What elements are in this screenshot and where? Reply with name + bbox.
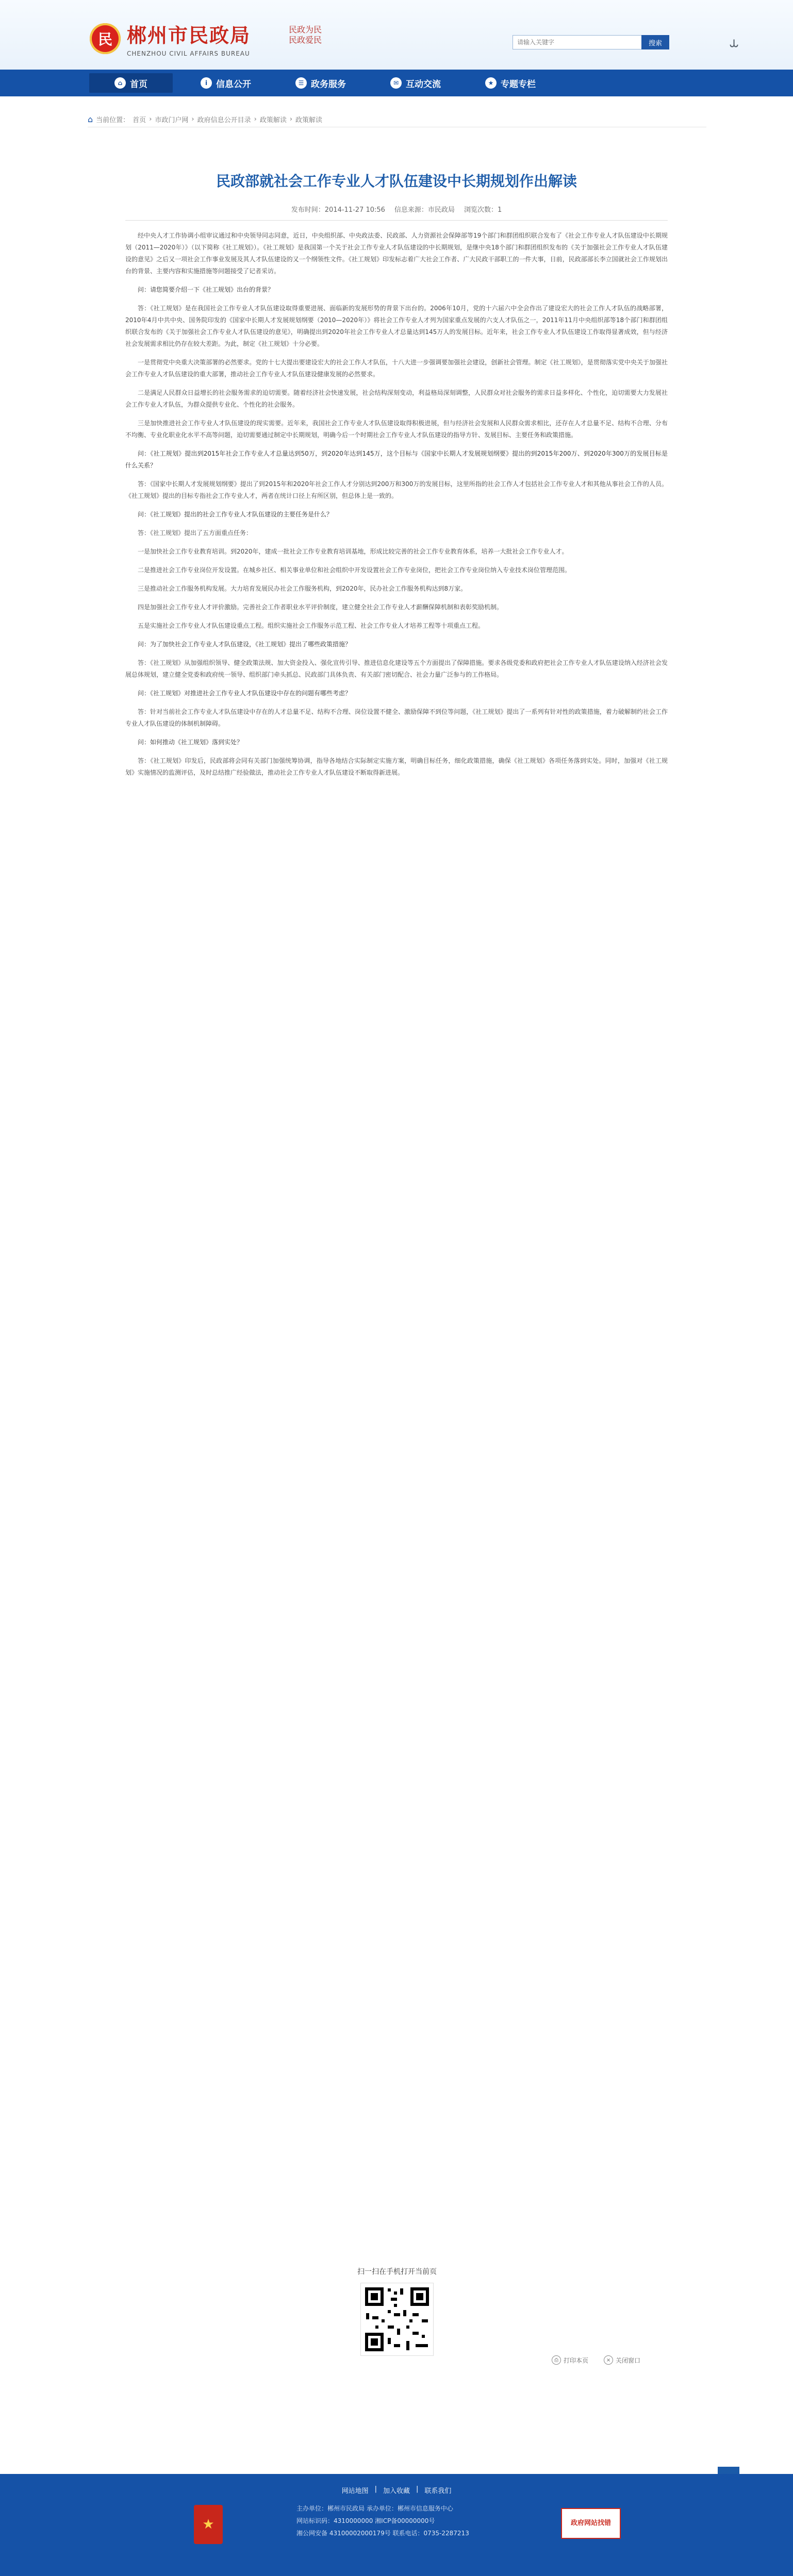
article-paragraph: 一是加快社会工作专业教育培训。到2020年，建成一批社会工作专业教育培训基地，形成比较完善的社会工作专业教育体系，培养一大批社会工作专业人才。 [138, 548, 568, 555]
nav-interaction[interactable]: ✉ 互动交流 [374, 73, 457, 93]
meta-divider [125, 220, 668, 221]
qr-block [351, 2266, 443, 2356]
article-actions [552, 2355, 640, 2365]
footer-info [296, 2502, 469, 2539]
footer-link-contact[interactable]: 联系我们 [424, 2487, 452, 2495]
bureau-emblem-icon: 民 [90, 23, 121, 54]
site-logo[interactable] [90, 20, 251, 57]
breadcrumb-home[interactable]: 首页 [133, 116, 146, 124]
bird-decoration-icon: ⥿ [730, 33, 738, 51]
article-meta [125, 204, 668, 214]
site-search [513, 35, 669, 49]
article-paragraph: 经中央人才工作协调小组审议通过和中央领导同志同意，近日，中央组织部、中央政法委、民政部、人力资源社会保障部等19个部门和群团组织联合发布了《社会工作专业人才队伍建设中长期规划（2011—2020年）》（以下简称《社工规划》）。《社工规划》是我国第一个关于社会工作专业人才队伍建设的中长期规划，是继中央18个部门和群团组织发布的《关于加强社会工作专业人才队伍建设的意见》之后又一项社会工作事业发展及其人才队伍建设的又一个纲领性文件。《社工规划》印发标志着广大社会工作者、广大民政干部职工的一件大事，日前，民政部部长李立国就社会工作规划出台的背景、主要内容和实施措施等问题接受了记者采访。 [125, 232, 668, 275]
site-error-report-button[interactable]: 政府网站找错 [561, 2508, 621, 2539]
article-paragraph: 四是加强社会工作专业人才评价激励。完善社会工作者职业水平评价制度，建立健全社会工作专业人才薪酬保障机制和表彰奖励机制。 [138, 604, 503, 611]
print-icon: ⎙ [552, 2355, 561, 2365]
breadcrumb-current: 政策解读 [295, 116, 323, 124]
qr-title: 扫一扫在手机打开当前页 [357, 2268, 437, 2276]
nav-gov-service[interactable]: ☰ 政务服务 [279, 73, 362, 93]
nav-topics[interactable]: ★ 专题专栏 [469, 73, 552, 93]
breadcrumb-portal[interactable]: 市政门户网 [155, 116, 189, 124]
footer-police: 湘公网安备 43100002000179号 联系电话：0735-2287213 [296, 2530, 469, 2537]
article-paragraph: 答：《社工规划》提出了五方面重点任务： [138, 529, 253, 537]
breadcrumb-catalog[interactable]: 政府信息公开目录 [197, 116, 251, 124]
print-button[interactable]: ⎙ 打印本页 [552, 2355, 588, 2365]
article-paragraph: 二是满足人民群众日益增长的社会服务需求的迫切需要。随着经济社会快速发展，社会结构深刻变动，利益格局深刻调整，人民群众对社会服务的需求日益多样化、个性化，迫切需要大力发展社会工作专业人才队伍，为群众提供专业化、个性化的社会服务。 [125, 389, 668, 408]
close-window-button[interactable]: × 关闭窗口 [604, 2355, 640, 2365]
close-icon: × [604, 2355, 613, 2365]
search-input[interactable] [513, 35, 641, 49]
article-paragraph: 答：《社工规划》印发后，民政部将会同有关部门加强统筹协调，指导各地结合实际制定实施方案，明确目标任务，细化政策措施，确保《社工规划》各项任务落到实处。同时，加强对《社工规划》实施情况的监测评估，及时总结推广经验做法，推动社会工作专业人才队伍建设不断取得新进展。 [125, 757, 668, 776]
article-paragraph: 三是推动社会工作服务机构发展。大力培育发展民办社会工作服务机构，到2020年，民办社会工作服务机构达到8万家。 [138, 585, 467, 592]
footer-links: 网站地图 | 加入收藏 | 联系我们 [341, 2485, 452, 2495]
info-icon: i [201, 77, 212, 89]
topic-icon: ★ [485, 77, 497, 89]
article-title: 民政部就社会工作专业人才队伍建设中长期规划作出解读 [216, 173, 577, 190]
article-paragraph: 答：《国家中长期人才发展规划纲要》提出了到2015年和2020年社会工作人才分别达到200万和300万的发展目标，这里所指的社会工作人才包括社会工作专业人才和其他从事社会工作的人员。《社工规划》提出的目标专指社会工作专业人才，两者在统计口径上有所区别，但总体上是一致的。 [125, 480, 668, 499]
article-paragraph: 五是实施社会工作专业人才队伍建设重点工程。组织实施社会工作服务示范工程、社会工作专业人才培养工程等十项重点工程。 [138, 622, 485, 629]
footer-link-favorite[interactable]: 加入收藏 [383, 2487, 410, 2495]
search-button[interactable]: 搜索 [641, 35, 669, 49]
party-gov-badge-icon[interactable]: ★ [194, 2505, 223, 2544]
article-paragraph: 答：《社工规划》从加强组织领导、健全政策法规、加大资金投入、强化宣传引导、推进信息化建设等五个方面提出了保障措施。要求各级党委和政府把社会工作专业人才队伍建设纳入经济社会发展总体规划，建立健全党委和政府统一领导、组织部门牵头抓总、民政部门具体负责、有关部门密切配合、社会力量广泛参与的工作格局。 [125, 659, 668, 678]
footer-host: 主办单位：郴州市民政局 承办单位：郴州市信息服务中心 [296, 2505, 453, 2512]
publish-time: 发布时间：2014-11-27 10:56 [291, 206, 385, 214]
article-paragraph: 问：请您简要介绍一下《社工规划》出台的背景？ [138, 286, 274, 293]
article-paragraph: 答：《社工规划》是在我国社会工作专业人才队伍建设取得重要进展、面临新的发展形势的背景下出台的。2006年10月，党的十六届六中全会作出了建设宏大的社会工作人才队伍的战略部署，2010年4月中共中央、国务院印发的《国家中长期人才发展规划纲要（2010—2020年）》将社会工作专业人才列为国家重点发展的六支人才队伍之一，2011年11月中央组织部等18个部门和群团组织联合发布的《关于加强社会工作专业人才队伍建设的意见》，明确提出到2020年社会工作专业人才总量达到145万人的发展目标。近年来，社会工作专业人才队伍建设工作取得显著成效，但与经济社会发展需求相比仍存在较大差距。为此，制定《社工规划》十分必要。 [125, 305, 668, 347]
article-paragraph: 问：《社工规划》提出的社会工作专业人才队伍建设的主要任务是什么？ [138, 511, 333, 518]
site-name-en: CHENZHOU CIVIL AFFAIRS BUREAU [127, 50, 250, 57]
chat-icon: ✉ [390, 77, 402, 89]
article-paragraph: 问：《社工规划》提出到2015年社会工作专业人才总量达到50万，到2020年达到145万，这个目标与《国家中长期人才发展规划纲要》提出的到2015年200万、到2020年300万的发展目标是什么关系？ [125, 450, 668, 469]
article-paragraph: 三是加快推进社会工作专业人才队伍建设的现实需要。近年来，我国社会工作专业人才队伍建设取得积极进展，但与经济社会发展和人民群众需求相比，还存在人才总量不足、结构不合理、分布不均衡、专业化职业化水平不高等问题，迫切需要通过制定中长期规划，明确今后一个时期社会工作专业人才队伍建设的指导方针、发展目标、主要任务和政策措施。 [125, 420, 668, 439]
article-paragraph: 问：《社工规划》对推进社会工作专业人才队伍建设中存在的问题有哪些考虑？ [138, 690, 352, 697]
view-count: 浏览次数：1 [464, 206, 502, 214]
info-source: 信息来源：市民政局 [394, 206, 455, 214]
home-icon: ⌂ [114, 77, 126, 89]
footer-icp: 网站标识码：4310000000 湘ICP备00000000号 [296, 2517, 435, 2524]
site-header [0, 0, 793, 70]
footer-link-sitemap[interactable]: 网站地图 [341, 2487, 369, 2495]
main-nav [0, 70, 793, 96]
article-paragraph: 二是推进社会工作专业岗位开发设置。在城乡社区、相关事业单位和社会组织中开发设置社会工作专业岗位，把社会工作专业岗位纳入专业技术岗位管理范围。 [138, 566, 571, 574]
nav-home[interactable]: ⌂ 首页 [89, 73, 173, 93]
breadcrumb: ⌂ 当前位置： 首页 › 市政门户网 › 政府信息公开目录 › 政策解读 › 政策解读 [88, 114, 323, 124]
site-footer [0, 2474, 793, 2576]
location-icon: ⌂ [88, 114, 93, 124]
article-body [125, 230, 668, 779]
breadcrumb-policy[interactable]: 政策解读 [259, 116, 287, 124]
article-paragraph: 答：针对当前社会工作专业人才队伍建设中存在的人才总量不足、结构不合理、岗位设置不健全、激励保障不到位等问题，《社工规划》提出了一系列有针对性的政策措施，着力破解制约社会工作专业人才队伍建设的体制机制障碍。 [125, 708, 668, 727]
site-slogan: 民政为民 民政爱民 [289, 24, 322, 45]
nav-info-open[interactable]: i 信息公开 [184, 73, 268, 93]
qr-code-image [361, 2283, 433, 2355]
qr-code [360, 2283, 434, 2356]
article-paragraph: 一是贯彻党中央重大决策部署的必然要求。党的十七大提出要建设宏大的社会工作人才队伍，十八大进一步强调要加强社会建设，创新社会管理。制定《社工规划》，是贯彻落实党中央关于加强社会工作专业人才队伍建设的重大部署，推动社会工作专业人才队伍建设健康发展的必然要求。 [125, 359, 668, 378]
article-paragraph: 问：为了加快社会工作专业人才队伍建设，《社工规划》提出了哪些政策措施？ [138, 641, 352, 648]
article-paragraph: 问：如何推动《社工规划》落到实处？ [138, 739, 243, 746]
service-icon: ☰ [295, 77, 307, 89]
article [125, 170, 668, 785]
site-name: 郴州市民政局 [127, 24, 251, 47]
